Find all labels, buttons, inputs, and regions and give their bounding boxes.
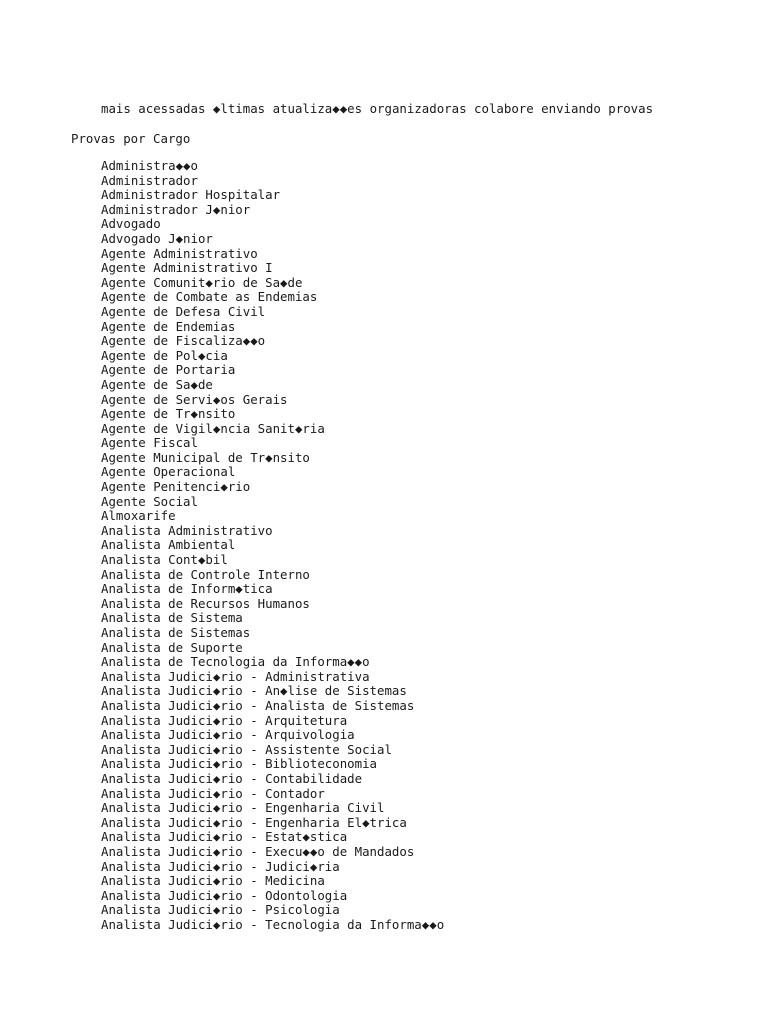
- cargo-list-item[interactable]: [101, 495, 444, 510]
- cargo-list-item[interactable]: [101, 451, 444, 466]
- cargo-list-item[interactable]: [101, 787, 444, 802]
- cargo-list-item[interactable]: [101, 684, 444, 699]
- cargo-link[interactable]: Analista Judici◆rio - Biblioteconomia: [101, 756, 378, 772]
- cargo-list-item[interactable]: [101, 860, 444, 875]
- cargo-link[interactable]: Agente Fiscal: [101, 435, 198, 451]
- cargo-list-item[interactable]: [101, 903, 444, 918]
- cargo-list-item[interactable]: [101, 305, 444, 320]
- cargo-list-item[interactable]: [101, 261, 444, 276]
- cargo-list-item[interactable]: [101, 597, 444, 612]
- cargo-list-item[interactable]: [101, 407, 444, 422]
- cargo-link[interactable]: Administrador: [101, 172, 198, 188]
- cargo-link[interactable]: Agente de Tr◆nsito: [101, 406, 236, 422]
- cargo-link[interactable]: Analista Judici◆rio - Engenharia El◆trica: [101, 814, 407, 830]
- cargo-link[interactable]: Analista de Recursos Humanos: [101, 595, 310, 611]
- cargo-link[interactable]: Agente de Endemias: [101, 318, 236, 334]
- cargo-list-item[interactable]: [101, 290, 444, 305]
- cargo-link[interactable]: Agente Penitenci◆rio: [101, 479, 251, 495]
- cargo-link[interactable]: Analista Judici◆rio - Arquitetura: [101, 712, 348, 728]
- cargo-link[interactable]: Administra◆◆o: [101, 158, 198, 173]
- cargo-link[interactable]: Agente de Fiscaliza◆◆o: [101, 333, 266, 349]
- top-nav: [101, 101, 653, 116]
- cargo-link[interactable]: Analista Judici◆rio - Psicologia: [101, 902, 340, 918]
- cargo-list-item[interactable]: [101, 363, 444, 378]
- cargo-list-item[interactable]: [101, 845, 444, 860]
- cargo-link[interactable]: Analista Judici◆rio - Contabilidade: [101, 770, 363, 786]
- cargo-link[interactable]: Agente de Combate as Endemias: [101, 289, 318, 305]
- cargo-link[interactable]: Advogado J◆nior: [101, 230, 213, 246]
- cargo-link[interactable]: Agente Municipal de Tr◆nsito: [101, 449, 310, 465]
- cargo-link[interactable]: Analista Judici◆rio - Execu◆◆o de Mandados: [101, 843, 415, 859]
- cargo-list-item[interactable]: [101, 611, 444, 626]
- cargo-list-item[interactable]: [101, 320, 444, 335]
- cargo-list-item[interactable]: [101, 422, 444, 437]
- cargo-list-item[interactable]: [101, 217, 444, 232]
- nav-link-ultimas-atualizacoes[interactable]: ◆ltimas atualiza◆◆es: [212, 101, 363, 116]
- cargo-list-item[interactable]: [101, 159, 444, 174]
- cargo-list-item[interactable]: [101, 670, 444, 685]
- cargo-link[interactable]: Administrador Hospitalar: [101, 187, 281, 203]
- cargo-link[interactable]: Analista Cont◆bil: [101, 552, 228, 568]
- cargo-list-item[interactable]: [101, 655, 444, 670]
- cargo-link[interactable]: Agente Administrativo: [101, 245, 258, 261]
- cargo-list-item[interactable]: [101, 349, 444, 364]
- cargo-link[interactable]: Analista Judici◆rio - Tecnologia da Informa◆◆o: [101, 916, 445, 932]
- cargo-link[interactable]: Agente de Pol◆cia: [101, 347, 228, 363]
- cargo-list-item[interactable]: [101, 728, 444, 743]
- cargo-list-item[interactable]: [101, 247, 444, 262]
- cargo-list-item[interactable]: [101, 641, 444, 656]
- cargo-list-item[interactable]: [101, 582, 444, 597]
- cargo-list-item[interactable]: [101, 509, 444, 524]
- cargo-list-item[interactable]: [101, 816, 444, 831]
- cargo-list-item[interactable]: [101, 757, 444, 772]
- cargo-list-item[interactable]: [101, 334, 444, 349]
- cargo-list-item[interactable]: [101, 743, 444, 758]
- cargo-link[interactable]: Analista de Sistemas: [101, 625, 251, 640]
- cargo-link[interactable]: Analista de Controle Interno: [101, 566, 310, 582]
- cargo-list-item[interactable]: [101, 553, 444, 568]
- cargo-link[interactable]: Agente Social: [101, 493, 198, 509]
- cargo-list-item[interactable]: [101, 188, 444, 203]
- cargo-list: [101, 159, 444, 932]
- cargo-link[interactable]: Agente de Defesa Civil: [101, 303, 266, 319]
- cargo-list-item[interactable]: [101, 378, 444, 393]
- cargo-list-item[interactable]: [101, 436, 444, 451]
- cargo-link[interactable]: Analista de Tecnologia da Informa◆◆o: [101, 654, 370, 670]
- cargo-link[interactable]: Agente de Sa◆de: [101, 376, 213, 392]
- cargo-list-item[interactable]: [101, 772, 444, 787]
- cargo-link[interactable]: Almoxarife: [101, 508, 176, 524]
- cargo-list-item[interactable]: [101, 626, 444, 641]
- cargo-list-item[interactable]: [101, 699, 444, 714]
- cargo-link[interactable]: Agente de Portaria: [101, 362, 236, 378]
- cargo-link[interactable]: Analista Judici◆rio - Medicina: [101, 873, 325, 889]
- cargo-link[interactable]: Agente Comunit◆rio de Sa◆de: [101, 274, 303, 290]
- cargo-list-item[interactable]: [101, 203, 444, 218]
- cargo-link[interactable]: Agente de Vigil◆ncia Sanit◆ria: [101, 420, 325, 436]
- cargo-link[interactable]: Analista Judici◆rio - Estat◆stica: [101, 829, 348, 845]
- cargo-list-item[interactable]: [101, 714, 444, 729]
- cargo-link[interactable]: Analista Judici◆rio - An◆lise de Sistemas: [101, 683, 407, 699]
- cargo-link[interactable]: Analista Ambiental: [101, 537, 236, 553]
- cargo-link[interactable]: Analista Judici◆rio - Contador: [101, 785, 325, 801]
- nav-link-mais-acessadas[interactable]: mais acessadas: [101, 101, 206, 116]
- cargo-list-item[interactable]: [101, 568, 444, 583]
- cargo-link[interactable]: Analista Judici◆rio - Arquivologia: [101, 727, 355, 743]
- cargo-list-item[interactable]: [101, 465, 444, 480]
- cargo-list-item[interactable]: [101, 393, 444, 408]
- cargo-link[interactable]: Analista Judici◆rio - Administrativa: [101, 668, 370, 684]
- cargo-list-item[interactable]: [101, 830, 444, 845]
- cargo-link[interactable]: Analista Judici◆rio - Odontologia: [101, 887, 348, 903]
- cargo-link[interactable]: Analista de Inform◆tica: [101, 581, 273, 597]
- cargo-link[interactable]: Administrador J◆nior: [101, 201, 251, 217]
- section-heading: Provas por Cargo: [71, 131, 191, 146]
- cargo-link[interactable]: Advogado: [101, 216, 161, 232]
- cargo-list-item[interactable]: [101, 889, 444, 904]
- cargo-link[interactable]: Analista Judici◆rio - Judici◆ria: [101, 858, 340, 874]
- cargo-link[interactable]: Analista Judici◆rio - Engenharia Civil: [101, 800, 385, 816]
- cargo-list-item[interactable]: [101, 538, 444, 553]
- cargo-list-item[interactable]: [101, 276, 444, 291]
- cargo-list-item[interactable]: [101, 232, 444, 247]
- cargo-link[interactable]: Analista Administrativo: [101, 522, 273, 538]
- nav-link-organizadoras[interactable]: organizadoras: [369, 101, 467, 116]
- cargo-link[interactable]: Analista Judici◆rio - Assistente Social: [101, 741, 392, 757]
- cargo-link[interactable]: Analista de Sistema: [101, 610, 243, 626]
- cargo-link[interactable]: Agente Operacional: [101, 464, 236, 480]
- cargo-list-item[interactable]: [101, 480, 444, 495]
- cargo-list-item[interactable]: [101, 874, 444, 889]
- cargo-list-item[interactable]: [101, 801, 444, 816]
- cargo-link[interactable]: Analista de Suporte: [101, 639, 243, 655]
- cargo-link[interactable]: Analista Judici◆rio - Analista de Sistemas: [101, 697, 415, 713]
- cargo-list-item[interactable]: [101, 918, 444, 933]
- nav-link-colabore[interactable]: colabore enviando provas: [474, 101, 654, 116]
- cargo-list-item[interactable]: [101, 174, 444, 189]
- cargo-link[interactable]: Agente Administrativo I: [101, 260, 273, 276]
- cargo-link[interactable]: Agente de Servi◆os Gerais: [101, 391, 288, 407]
- cargo-list-item[interactable]: [101, 524, 444, 539]
